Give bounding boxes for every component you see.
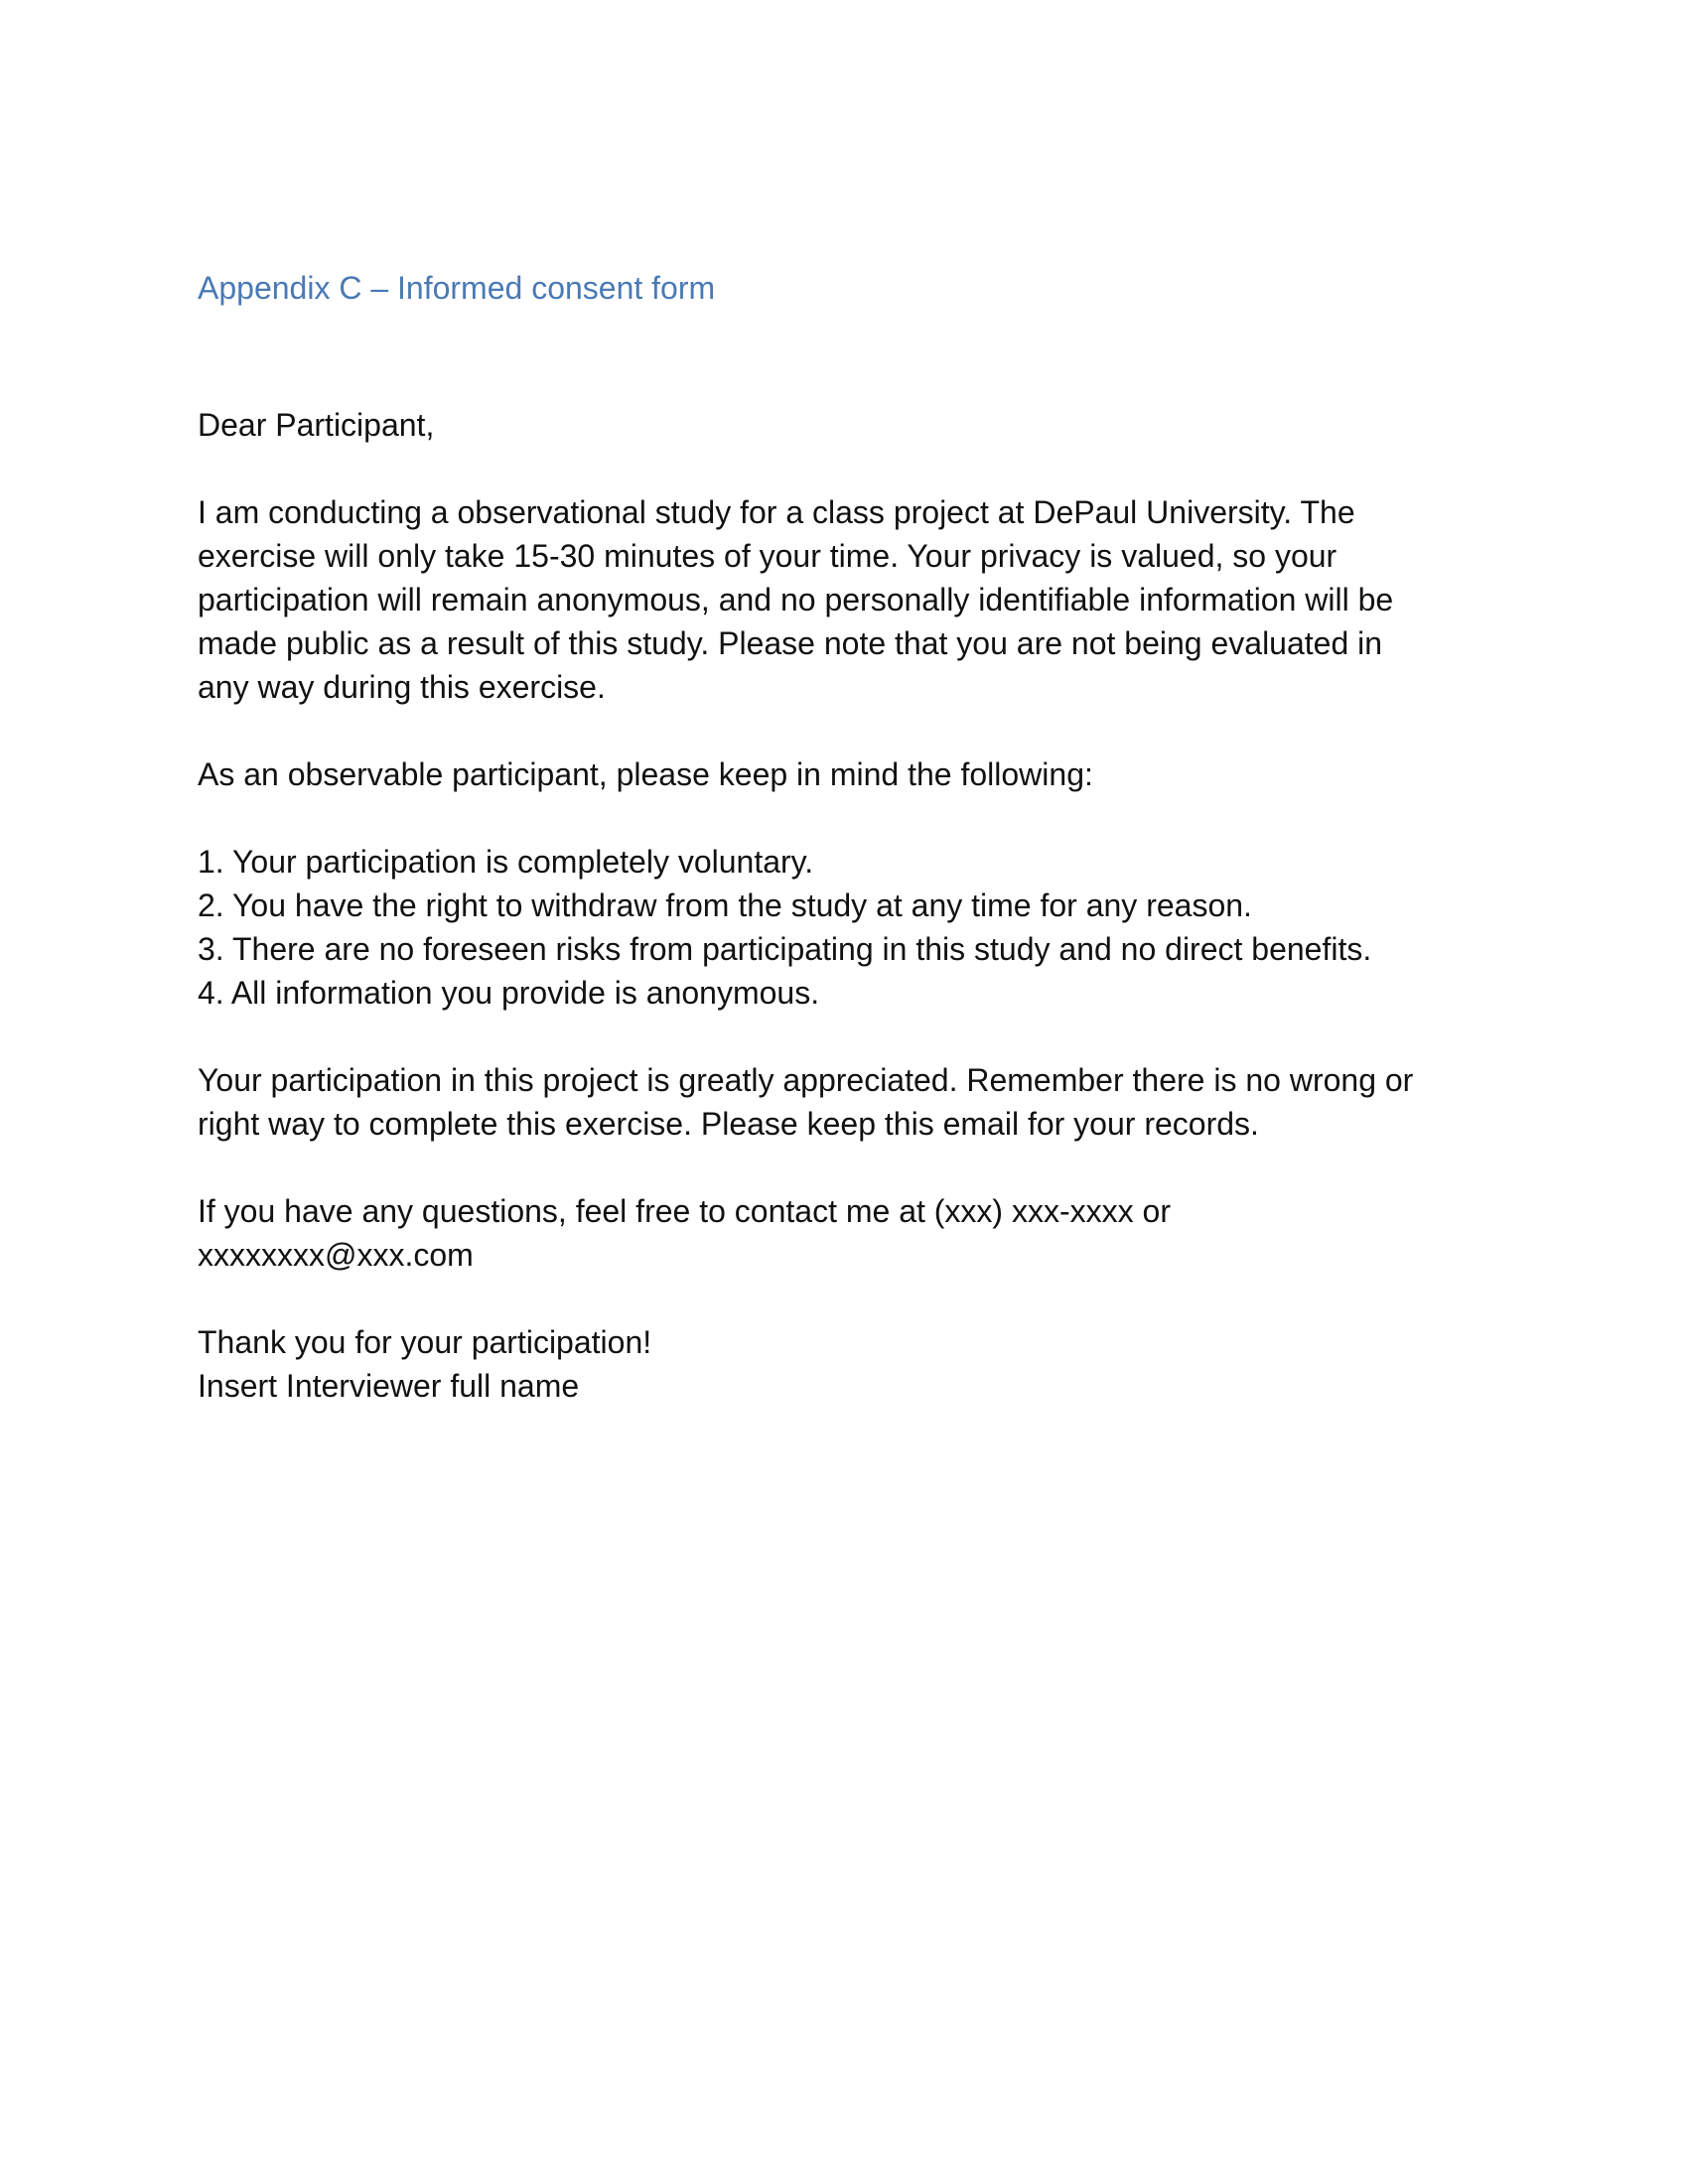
intro-line: any way during this exercise. <box>198 669 606 705</box>
intro-line: exercise will only take 15-30 minutes of your time. Your privacy is valued, so your <box>198 538 1337 574</box>
intro-line: participation will remain anonymous, and no personally identifiable information will be <box>198 582 1394 617</box>
greeting: Dear Participant, <box>198 407 435 443</box>
page-title: Appendix C – Informed consent form <box>198 270 716 306</box>
appreciation-line: Your participation in this project is greatly appreciated. Remember there is no wrong or <box>198 1062 1414 1098</box>
letter-content <box>198 268 1488 1408</box>
conditions-list <box>198 840 1488 1015</box>
list-item: 2. You have the right to withdraw from the study at any time for any reason. <box>198 887 1252 923</box>
thank-you-line: Thank you for your participation! <box>198 1324 652 1360</box>
list-item: 1. Your participation is completely voluntary. <box>198 844 814 880</box>
signature-placeholder: Insert Interviewer full name <box>198 1368 580 1404</box>
contact-paragraph <box>198 1189 1488 1277</box>
list-item: 4. All information you provide is anonymous. <box>198 975 820 1011</box>
keep-in-mind-text: As an observable participant, please keep in mind the following: <box>198 756 1093 792</box>
contact-email: xxxxxxxx@xxx.com <box>198 1237 474 1273</box>
intro-line: made public as a result of this study. Please note that you are not being evaluated in <box>198 625 1383 661</box>
intro-line: I am conducting a observational study for a class project at DePaul University. The <box>198 494 1355 530</box>
appreciation-line: right way to complete this exercise. Please keep this email for your records. <box>198 1106 1259 1142</box>
contact-line: If you have any questions, feel free to contact me at (xxx) xxx-xxxx or <box>198 1193 1171 1229</box>
list-item: 3. There are no foreseen risks from participating in this study and no direct benefits. <box>198 931 1372 967</box>
closing-paragraph <box>198 1320 1488 1408</box>
appreciation-paragraph <box>198 1058 1488 1146</box>
intro-paragraph <box>198 490 1488 709</box>
